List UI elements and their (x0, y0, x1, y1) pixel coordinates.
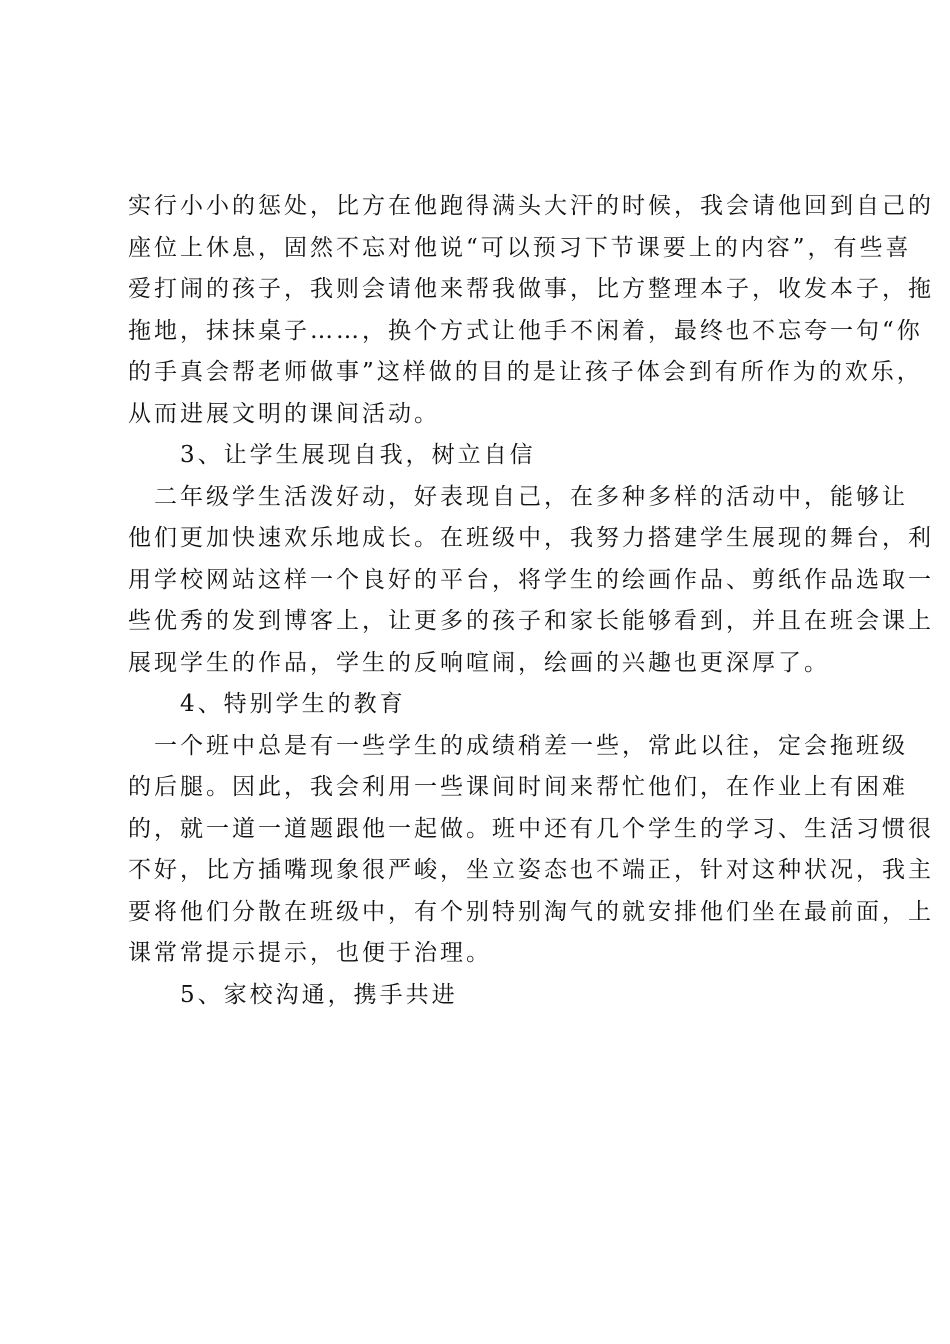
text-line: 些优秀的发到博客上，让更多的孩子和家长能够看到，并且在班会课上 (128, 608, 934, 634)
text-line: 从而进展文明的课间活动。 (128, 400, 440, 427)
text-line: 的后腿。因此，我会利用一些课间时间来帮忙他们，在作业上有困难 (128, 774, 908, 800)
document-body (128, 186, 934, 1016)
text-line: 座位上休息，固然不忘对他说“可以预习下节课要上的内容”，有些喜 (128, 234, 912, 261)
paragraph-self-expression (128, 477, 934, 685)
text-line: 的，就一道一道题跟他一起做。班中还有几个学生的学习、生活习惯很 (128, 815, 934, 842)
text-line: 二年级学生活泼好动，好表现自己，在多种多样的活动中，能够让 (128, 483, 908, 510)
text-line: 拖地，抹抹桌子……，换个方式让他手不闲着，最终也不忘夸一句“你 (128, 317, 923, 344)
paragraph-special-students (128, 726, 934, 975)
text-line: 要将他们分散在班级中，有个别特别淘气的就安排他们坐在最前面，上 (128, 898, 934, 925)
text-line: 的手真会帮老师做事”这样做的目的是让孩子体会到有所作为的欢乐， (128, 359, 923, 385)
section-heading-4: 4、特别学生的教育 (128, 691, 406, 717)
paragraph-classroom-discipline (128, 186, 934, 435)
text-line: 一个班中总是有一些学生的成绩稍差一些，常此以往，定会拖班级 (128, 732, 908, 759)
section-heading-3: 3、让学生展现自我，树立自信 (128, 442, 536, 468)
text-line: 课常常提示提示，也便于治理。 (128, 940, 492, 966)
text-line: 不好，比方插嘴现象很严峻，坐立姿态也不端正，针对这种状况，我主 (128, 857, 934, 883)
text-line: 他们更加快速欢乐地成长。在班级中，我努力搭建学生展现的舞台，利 (128, 525, 934, 551)
text-line: 爱打闹的孩子，我则会请他来帮我做事，比方整理本子，收发本子，拖 (128, 276, 934, 302)
text-line: 实行小小的惩处，比方在他跑得满头大汗的时候，我会请他回到自己的 (128, 193, 934, 219)
section-heading-5: 5、家校沟通，携手共进 (128, 981, 458, 1008)
text-line: 展现学生的作品，学生的反响喧闹，绘画的兴趣也更深厚了。 (128, 649, 830, 676)
text-line: 用学校网站这样一个良好的平台，将学生的绘画作品、剪纸作品选取一 (128, 566, 934, 593)
